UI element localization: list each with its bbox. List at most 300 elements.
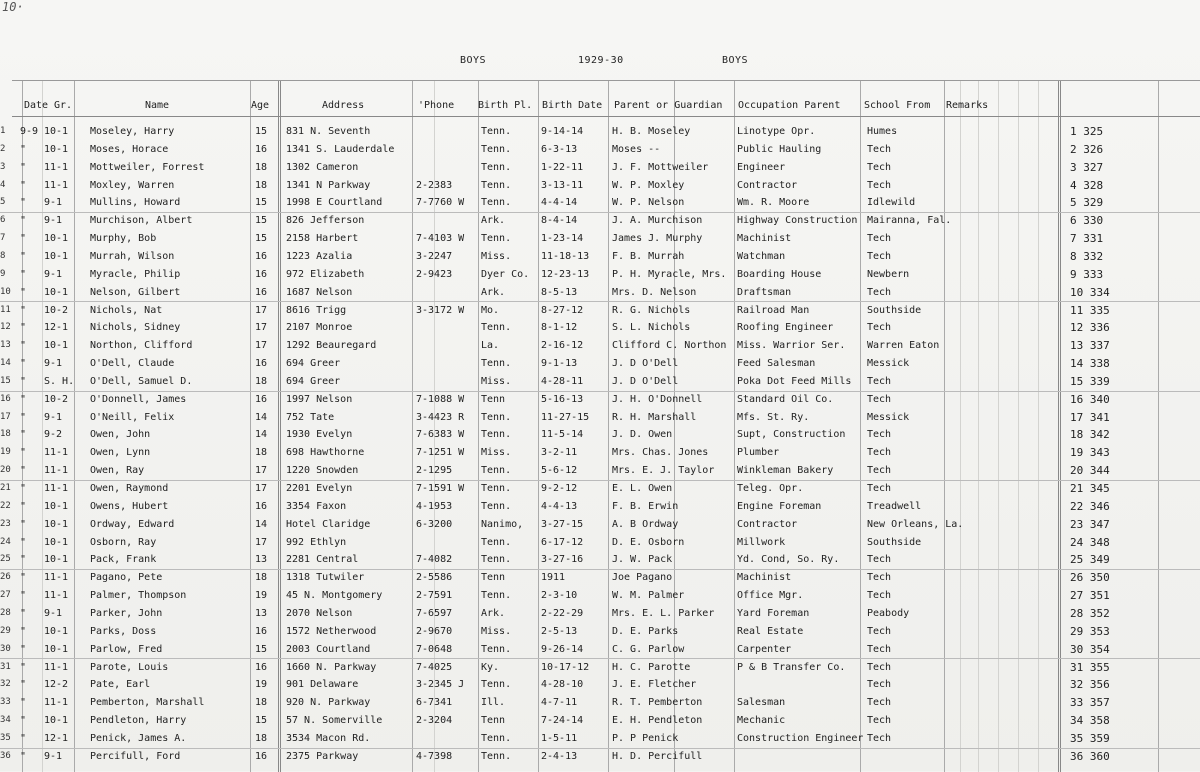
right-margin-number: 32 356 bbox=[1070, 678, 1110, 692]
right-margin-number: 28 352 bbox=[1070, 606, 1110, 620]
birth-date-cell: 11-18-13 bbox=[541, 250, 590, 262]
birth-place-cell: Miss. bbox=[481, 250, 512, 262]
address-cell: 694 Greer bbox=[286, 375, 341, 387]
birth-date-cell: 4-28-11 bbox=[541, 375, 584, 387]
birth-date-cell: 8-1-12 bbox=[541, 322, 578, 334]
name-cell: Parlow, Fred bbox=[90, 643, 163, 655]
address-cell: 2003 Courtland bbox=[286, 643, 371, 655]
address-cell: 831 N. Seventh bbox=[286, 126, 371, 137]
row-number: 5 bbox=[0, 197, 6, 208]
grade-cell: 10-1 bbox=[44, 536, 69, 548]
table-row bbox=[0, 676, 1200, 694]
table-row bbox=[0, 569, 1200, 587]
name-cell: O'Dell, Claude bbox=[90, 358, 175, 370]
parent-cell: Joe Pagano bbox=[612, 572, 673, 584]
birth-place-cell: Ky. bbox=[481, 661, 500, 673]
parent-cell: James J. Murphy bbox=[612, 233, 703, 245]
age-cell: 14 bbox=[255, 411, 268, 423]
table-row bbox=[0, 141, 1200, 159]
grade-cell: 11-1 bbox=[44, 161, 69, 173]
age-cell: 16 bbox=[255, 268, 268, 280]
occupation-cell: Railroad Man bbox=[737, 304, 810, 316]
age-cell: 16 bbox=[255, 358, 268, 370]
phone-cell: 3-2247 bbox=[416, 250, 453, 262]
age-cell: 16 bbox=[255, 286, 268, 298]
address-cell: 8616 Trigg bbox=[286, 304, 347, 316]
phone-cell: 4-7398 bbox=[416, 750, 453, 762]
table-row bbox=[0, 730, 1200, 749]
birth-date-cell: 9-2-12 bbox=[541, 483, 578, 494]
grade-cell: 10-1 bbox=[44, 126, 69, 137]
birth-place-cell: Tenn. bbox=[481, 590, 512, 602]
right-margin-number: 25 349 bbox=[1070, 553, 1110, 567]
school-cell: Tech bbox=[867, 393, 892, 405]
birth-place-cell: Ill. bbox=[481, 697, 506, 709]
col-occupation: Occupation Parent bbox=[738, 100, 841, 111]
occupation-cell: Salesman bbox=[737, 697, 786, 709]
school-cell: Humes bbox=[867, 126, 898, 137]
table-row bbox=[0, 551, 1200, 570]
school-cell: Newbern bbox=[867, 268, 910, 280]
table-row bbox=[0, 587, 1200, 605]
birth-place-cell: Tenn bbox=[481, 393, 506, 405]
grade-cell: 11-1 bbox=[44, 179, 69, 191]
right-margin-number: 29 353 bbox=[1070, 624, 1110, 638]
table-row bbox=[0, 373, 1200, 392]
parent-cell: Mrs. D. Nelson bbox=[612, 286, 697, 298]
row-number: 4 bbox=[0, 179, 6, 190]
name-cell: Murrah, Wilson bbox=[90, 250, 175, 262]
right-margin-number: 30 354 bbox=[1070, 642, 1110, 656]
address-cell: 3534 Macon Rd. bbox=[286, 732, 371, 744]
name-cell: Pate, Earl bbox=[90, 679, 151, 691]
grade-cell: 10-1 bbox=[44, 518, 69, 530]
school-cell: Idlewild bbox=[867, 197, 916, 209]
name-cell: Owen, Ray bbox=[90, 465, 145, 477]
age-cell: 17 bbox=[255, 536, 268, 548]
row-number: 29 bbox=[0, 625, 11, 636]
name-cell: Murphy, Bob bbox=[90, 233, 157, 245]
parent-cell: J. D O'Dell bbox=[612, 358, 679, 370]
address-cell: 1687 Nelson bbox=[286, 286, 353, 298]
school-cell: Messick bbox=[867, 411, 910, 423]
school-cell: Mairanna, Fal. bbox=[867, 215, 952, 227]
age-cell: 18 bbox=[255, 375, 268, 387]
address-cell: 1997 Nelson bbox=[286, 393, 353, 405]
birth-place-cell: Tenn. bbox=[481, 411, 512, 423]
parent-cell: Clifford C. Northon bbox=[612, 340, 727, 352]
table-row bbox=[0, 230, 1200, 248]
grade-cell: S. H. bbox=[44, 375, 74, 387]
grade-cell: 10-1 bbox=[44, 625, 69, 637]
date-cell: " bbox=[20, 697, 27, 709]
school-cell: Tech bbox=[867, 572, 892, 584]
occupation-cell: Teleg. Opr. bbox=[737, 483, 804, 494]
grade-cell: 11-1 bbox=[44, 697, 69, 709]
grade-cell: 9-1 bbox=[44, 358, 63, 370]
row-number: 34 bbox=[0, 715, 11, 726]
name-cell: Nichols, Nat bbox=[90, 304, 163, 316]
grade-cell: 10-1 bbox=[44, 715, 69, 727]
address-cell: 2158 Harbert bbox=[286, 233, 359, 245]
right-margin-number: 12 336 bbox=[1070, 321, 1110, 335]
right-margin-number: 2 326 bbox=[1070, 142, 1104, 156]
col-parent: Parent or Guardian bbox=[614, 100, 723, 111]
table-row bbox=[0, 444, 1200, 462]
address-cell: 1302 Cameron bbox=[286, 161, 359, 173]
age-cell: 18 bbox=[255, 447, 268, 459]
address-cell: 3354 Faxon bbox=[286, 500, 347, 512]
date-cell: " bbox=[20, 233, 27, 245]
age-cell: 17 bbox=[255, 304, 268, 316]
date-cell: " bbox=[20, 465, 27, 477]
birth-place-cell: Tenn. bbox=[481, 179, 512, 191]
birth-date-cell: 1-23-14 bbox=[541, 233, 584, 245]
name-cell: Owens, Hubert bbox=[90, 500, 169, 512]
school-cell: Tech bbox=[867, 661, 892, 673]
age-cell: 16 bbox=[255, 625, 268, 637]
address-cell: 57 N. Somerville bbox=[286, 715, 383, 727]
grade-cell: 10-1 bbox=[44, 554, 69, 566]
table-row bbox=[0, 355, 1200, 373]
table-row bbox=[0, 212, 1200, 230]
row-number: 30 bbox=[0, 643, 11, 654]
table-row bbox=[0, 177, 1200, 195]
right-margin-number: 18 342 bbox=[1070, 428, 1110, 442]
occupation-cell: Contractor bbox=[737, 518, 798, 530]
parent-cell: S. L. Nichols bbox=[612, 322, 691, 334]
address-cell: 992 Ethlyn bbox=[286, 536, 347, 548]
row-number: 26 bbox=[0, 572, 11, 583]
parent-cell: J. D O'Dell bbox=[612, 375, 679, 387]
name-cell: Penick, James A. bbox=[90, 732, 187, 744]
birth-date-cell: 2-16-12 bbox=[541, 340, 584, 352]
grade-cell: 11-1 bbox=[44, 465, 69, 477]
age-cell: 16 bbox=[255, 750, 268, 762]
table-row bbox=[0, 605, 1200, 623]
date-cell: " bbox=[20, 625, 27, 637]
occupation-cell: Wm. R. Moore bbox=[737, 197, 810, 209]
parent-cell: R. G. Nichols bbox=[612, 304, 691, 316]
row-number: 17 bbox=[0, 411, 11, 422]
right-margin-number: 22 346 bbox=[1070, 499, 1110, 513]
age-cell: 18 bbox=[255, 697, 268, 709]
grade-cell: 9-1 bbox=[44, 268, 63, 280]
birth-date-cell: 9-26-14 bbox=[541, 643, 584, 655]
address-cell: 1292 Beauregard bbox=[286, 340, 377, 352]
date-cell: " bbox=[20, 518, 27, 530]
name-cell: O'Dell, Samuel D. bbox=[90, 375, 193, 387]
parent-cell: H. C. Parotte bbox=[612, 661, 691, 673]
date-cell: " bbox=[20, 358, 27, 370]
date-cell: " bbox=[20, 554, 27, 566]
name-cell: Percifull, Ford bbox=[90, 750, 181, 762]
col-date: Date bbox=[24, 100, 49, 111]
address-cell: 694 Greer bbox=[286, 358, 341, 370]
col-remarks: Remarks bbox=[946, 100, 989, 111]
name-cell: Palmer, Thompson bbox=[90, 590, 187, 602]
right-margin-number: 5 329 bbox=[1070, 196, 1104, 210]
address-cell: 2107 Monroe bbox=[286, 322, 353, 334]
row-number: 1 bbox=[0, 126, 6, 136]
name-cell: Owen, Raymond bbox=[90, 483, 169, 494]
parent-cell: F. B. Murrah bbox=[612, 250, 685, 262]
birth-date-cell: 9-14-14 bbox=[541, 126, 584, 137]
address-cell: 901 Delaware bbox=[286, 679, 359, 691]
parent-cell: J. D. Owen bbox=[612, 429, 673, 441]
school-cell: Tech bbox=[867, 465, 892, 477]
row-number: 21 bbox=[0, 483, 11, 493]
row-number: 24 bbox=[0, 536, 11, 547]
school-cell: Tech bbox=[867, 679, 892, 691]
address-cell: 1318 Tutwiler bbox=[286, 572, 365, 584]
right-margin-number: 21 345 bbox=[1070, 482, 1110, 495]
birth-place-cell: Tenn. bbox=[481, 483, 512, 494]
birth-place-cell: Tenn bbox=[481, 572, 506, 584]
phone-cell: 7-4103 W bbox=[416, 233, 465, 245]
occupation-cell: Winkleman Bakery bbox=[737, 465, 834, 477]
birth-place-cell: Tenn. bbox=[481, 429, 512, 441]
birth-date-cell: 3-2-11 bbox=[541, 447, 578, 459]
col-grade: Gr. bbox=[54, 100, 73, 111]
grade-cell: 10-1 bbox=[44, 643, 69, 655]
row-number: 8 bbox=[0, 250, 6, 261]
birth-date-cell: 7-24-14 bbox=[541, 715, 584, 727]
date-cell: " bbox=[20, 661, 27, 673]
row-number: 15 bbox=[0, 375, 11, 386]
address-cell: 1998 E Courtland bbox=[286, 197, 383, 209]
address-cell: 1223 Azalia bbox=[286, 250, 353, 262]
occupation-cell: Public Hauling bbox=[737, 143, 822, 155]
birth-place-cell: Tenn. bbox=[481, 679, 512, 691]
col-birth-place: Birth Pl. bbox=[478, 100, 533, 111]
age-cell: 16 bbox=[255, 661, 268, 673]
name-cell: Mullins, Howard bbox=[90, 197, 181, 209]
parent-cell: J. E. Fletcher bbox=[612, 679, 697, 691]
grade-cell: 9-1 bbox=[44, 607, 63, 619]
birth-place-cell: Ark. bbox=[481, 607, 506, 619]
grade-cell: 11-1 bbox=[44, 590, 69, 602]
name-cell: Northon, Clifford bbox=[90, 340, 193, 352]
birth-place-cell: Tenn. bbox=[481, 465, 512, 477]
address-cell: Hotel Claridge bbox=[286, 518, 371, 530]
name-cell: Nelson, Gilbert bbox=[90, 286, 181, 298]
occupation-cell: Poka Dot Feed Mills bbox=[737, 375, 852, 387]
birth-date-cell: 11-27-15 bbox=[541, 411, 590, 423]
birth-date-cell: 2-5-13 bbox=[541, 625, 578, 637]
address-cell: 752 Tate bbox=[286, 411, 335, 423]
occupation-cell: Mechanic bbox=[737, 715, 786, 727]
phone-cell: 7-7760 W bbox=[416, 197, 465, 209]
right-margin-number: 6 330 bbox=[1070, 214, 1104, 228]
date-cell: " bbox=[20, 607, 27, 619]
birth-date-cell: 1-22-11 bbox=[541, 161, 584, 173]
header-rule bbox=[12, 116, 1200, 117]
right-margin-number: 24 348 bbox=[1070, 535, 1110, 549]
date-cell: " bbox=[20, 161, 27, 173]
age-cell: 13 bbox=[255, 607, 268, 619]
right-margin-number: 35 359 bbox=[1070, 731, 1110, 745]
table-row bbox=[0, 426, 1200, 444]
row-number: 19 bbox=[0, 447, 11, 458]
birth-date-cell: 10-17-12 bbox=[541, 661, 590, 673]
right-margin-number: 31 355 bbox=[1070, 660, 1110, 674]
birth-date-cell: 4-28-10 bbox=[541, 679, 584, 691]
row-number: 2 bbox=[0, 143, 6, 154]
row-number: 18 bbox=[0, 429, 11, 440]
birth-place-cell: Mo. bbox=[481, 304, 500, 316]
phone-cell: 4-1953 bbox=[416, 500, 453, 512]
birth-place-cell: Ark. bbox=[481, 215, 506, 227]
row-number: 22 bbox=[0, 500, 11, 511]
parent-cell: H. B. Moseley bbox=[612, 126, 691, 137]
row-number: 10 bbox=[0, 286, 11, 297]
parent-cell: W. P. Moxley bbox=[612, 179, 685, 191]
birth-date-cell: 4-4-14 bbox=[541, 197, 578, 209]
corner-mark: 10· bbox=[2, 0, 24, 14]
col-phone: 'Phone bbox=[418, 100, 455, 111]
occupation-cell: Yd. Cond, So. Ry. bbox=[737, 554, 840, 566]
header-boys-left: BOYS bbox=[460, 55, 487, 66]
birth-date-cell: 4-4-13 bbox=[541, 500, 578, 512]
date-cell: 9-9 bbox=[20, 126, 39, 137]
col-name: Name bbox=[145, 100, 170, 111]
birth-date-cell: 11-5-14 bbox=[541, 429, 584, 441]
name-cell: Moseley, Harry bbox=[90, 126, 175, 137]
school-cell: Tech bbox=[867, 286, 892, 298]
address-cell: 698 Hawthorne bbox=[286, 447, 365, 459]
date-cell: " bbox=[20, 215, 27, 227]
age-cell: 17 bbox=[255, 322, 268, 334]
row-number: 9 bbox=[0, 268, 6, 279]
school-cell: Southside bbox=[867, 304, 922, 316]
address-cell: 2281 Central bbox=[286, 554, 359, 566]
table-row bbox=[0, 248, 1200, 266]
grade-cell: 12-1 bbox=[44, 322, 69, 334]
occupation-cell: Feed Salesman bbox=[737, 358, 816, 370]
occupation-cell: Miss. Warrior Ser. bbox=[737, 340, 846, 352]
name-cell: O'Neill, Felix bbox=[90, 411, 175, 423]
age-cell: 15 bbox=[255, 233, 268, 245]
school-cell: Tech bbox=[867, 590, 892, 602]
phone-cell: 3-3172 W bbox=[416, 304, 465, 316]
birth-place-cell: Tenn. bbox=[481, 233, 512, 245]
birth-place-cell: Nanimo, bbox=[481, 518, 524, 530]
table-row bbox=[0, 712, 1200, 730]
grade-cell: 9-1 bbox=[44, 411, 63, 423]
phone-cell: 7-4025 bbox=[416, 661, 453, 673]
row-number: 13 bbox=[0, 340, 11, 351]
age-cell: 17 bbox=[255, 465, 268, 477]
name-cell: Parks, Doss bbox=[90, 625, 157, 637]
occupation-cell: Office Mgr. bbox=[737, 590, 804, 602]
phone-cell: 6-3200 bbox=[416, 518, 453, 530]
birth-place-cell: Ark. bbox=[481, 286, 506, 298]
parent-cell: H. D. Percifull bbox=[612, 750, 703, 762]
school-cell: Peabody bbox=[867, 607, 910, 619]
date-cell: " bbox=[20, 536, 27, 548]
header-boys-right: BOYS bbox=[722, 55, 749, 66]
date-cell: " bbox=[20, 643, 27, 655]
parent-cell: W. M. Palmer bbox=[612, 590, 685, 602]
date-cell: " bbox=[20, 375, 27, 387]
occupation-cell: Construction Engineer bbox=[737, 732, 863, 744]
birth-date-cell: 12-23-13 bbox=[541, 268, 590, 280]
occupation-cell: Supt, Construction bbox=[737, 429, 846, 441]
school-cell: Tech bbox=[867, 625, 892, 637]
age-cell: 18 bbox=[255, 161, 268, 173]
occupation-cell: Carpenter bbox=[737, 643, 792, 655]
grade-cell: 9-1 bbox=[44, 215, 63, 227]
occupation-cell: Linotype Opr. bbox=[737, 126, 816, 137]
phone-cell: 2-7591 bbox=[416, 590, 453, 602]
age-cell: 18 bbox=[255, 732, 268, 744]
phone-cell: 3-2345 J bbox=[416, 679, 465, 691]
birth-date-cell: 8-27-12 bbox=[541, 304, 584, 316]
school-cell: Tech bbox=[867, 554, 892, 566]
age-cell: 16 bbox=[255, 250, 268, 262]
occupation-cell: Contractor bbox=[737, 179, 798, 191]
address-cell: 2375 Parkway bbox=[286, 750, 359, 762]
table-row bbox=[0, 284, 1200, 303]
address-cell: 972 Elizabeth bbox=[286, 268, 365, 280]
parent-cell: Mrs. E. J. Taylor bbox=[612, 465, 715, 477]
phone-cell: 2-2383 bbox=[416, 179, 453, 191]
row-number: 6 bbox=[0, 215, 6, 226]
date-cell: " bbox=[20, 197, 27, 209]
table-row bbox=[0, 516, 1200, 534]
right-margin-number: 14 338 bbox=[1070, 357, 1110, 371]
date-cell: " bbox=[20, 143, 27, 155]
school-cell: Warren Eaton bbox=[867, 340, 940, 352]
school-cell: Tech bbox=[867, 732, 892, 744]
header-year: 1929-30 bbox=[578, 55, 624, 66]
phone-cell: 6-7341 bbox=[416, 697, 453, 709]
date-cell: " bbox=[20, 590, 27, 602]
right-margin-number: 17 341 bbox=[1070, 410, 1110, 424]
parent-cell: A. B Ordway bbox=[612, 518, 679, 530]
grade-cell: 10-1 bbox=[44, 500, 69, 512]
table-row bbox=[0, 498, 1200, 516]
school-cell: Tech bbox=[867, 161, 892, 173]
school-cell: New Orleans, La. bbox=[867, 518, 963, 530]
address-cell: 2201 Evelyn bbox=[286, 483, 353, 494]
school-cell: Tech bbox=[867, 322, 892, 334]
birth-place-cell: Tenn. bbox=[481, 197, 512, 209]
date-cell: " bbox=[20, 304, 27, 316]
school-cell: Southside bbox=[867, 536, 922, 548]
birth-date-cell: 1911 bbox=[541, 572, 566, 584]
col-birth-date: Birth Date bbox=[542, 100, 603, 111]
name-cell: Moses, Horace bbox=[90, 143, 169, 155]
birth-place-cell: Tenn. bbox=[481, 643, 512, 655]
school-cell: Tech bbox=[867, 429, 892, 441]
parent-cell: Moses -- bbox=[612, 143, 661, 155]
occupation-cell: Standard Oil Co. bbox=[737, 393, 834, 405]
date-cell: " bbox=[20, 268, 27, 280]
occupation-cell: P & B Transfer Co. bbox=[737, 661, 846, 673]
table-row bbox=[0, 694, 1200, 712]
row-number: 33 bbox=[0, 697, 11, 708]
right-margin-number: 10 334 bbox=[1070, 285, 1110, 299]
phone-cell: 7-6383 W bbox=[416, 429, 465, 441]
address-cell: 920 N. Parkway bbox=[286, 697, 371, 709]
address-cell: 1220 Snowden bbox=[286, 465, 359, 477]
right-margin-number: 23 347 bbox=[1070, 517, 1110, 531]
school-cell: Tech bbox=[867, 179, 892, 191]
birth-place-cell: Miss. bbox=[481, 625, 512, 637]
grade-cell: 11-1 bbox=[44, 447, 69, 459]
